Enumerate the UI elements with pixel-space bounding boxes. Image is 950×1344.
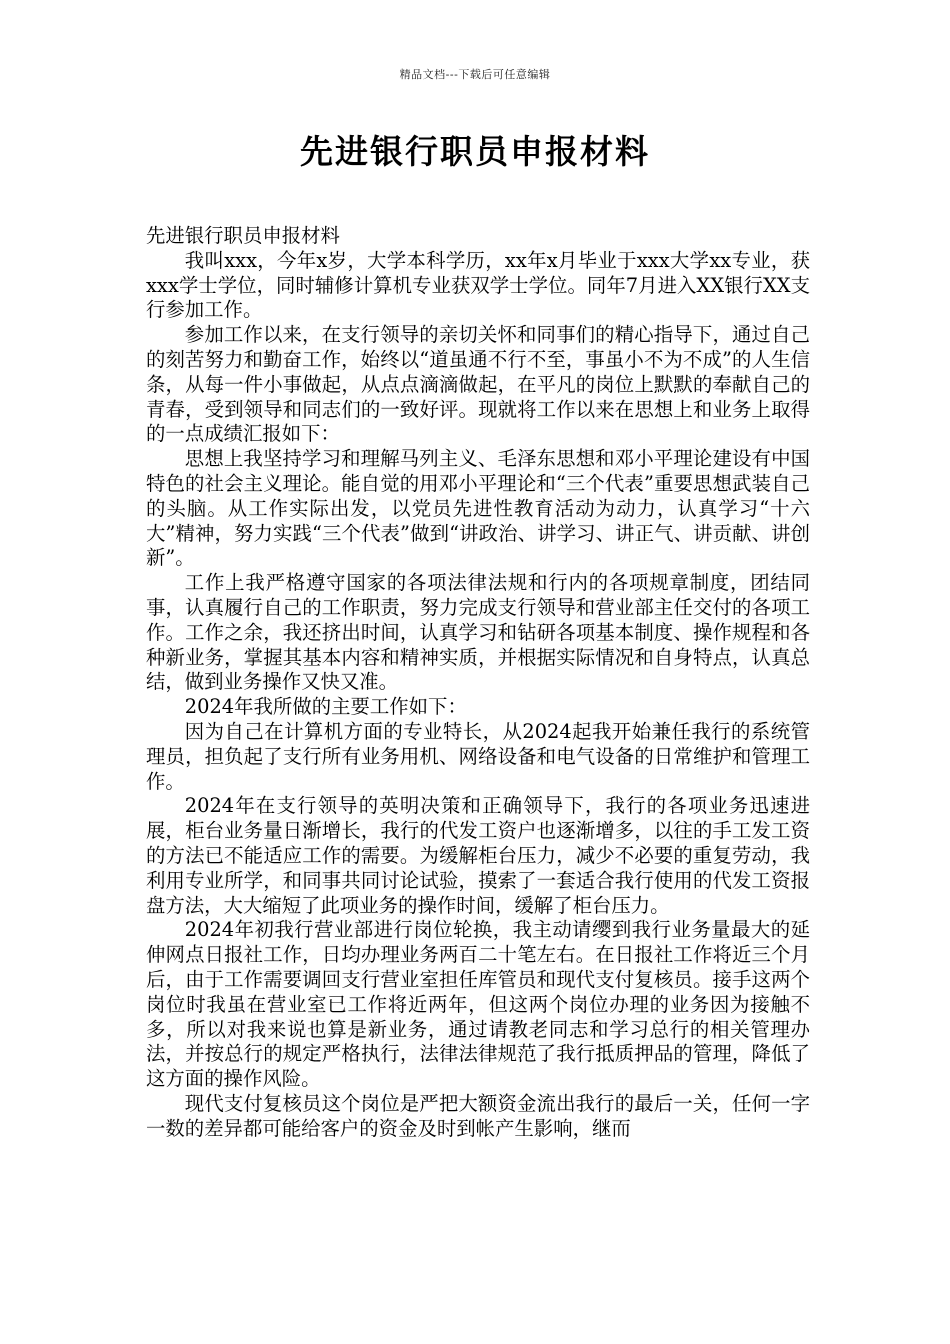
document-title: 先进银行职员申报材料 [300,132,650,171]
header-note: 精品文档---下载后可任意编辑 [399,68,551,81]
paragraph: 工作上我严格遵守国家的各项法律法规和行内的各项规章制度，团结同事，认真履行自己的工作职责，努力完成支行领导和营业部主任交付的各项工作。工作之余，我还挤出时间，认真学习和钻研各项基本制度、操作规程和各种新业务，掌握其基本内容和精神实质，并根据实际情况和自身特点，认真总结，做到业务操作又快又准。 [146,571,810,694]
paragraph: 思想上我坚持学习和理解马列主义、毛泽东思想和邓小平理论建设有中国特色的社会主义理论。能自觉的用邓小平理论和“三个代表”重要思想武装自己的头脑。从工作实际出发，以党员先进性教育活动为动力，认真学习“十六大”精神，努力实践“三个代表”做到“讲政治、讲学习、讲正气、讲贡献、讲创新”。 [146,447,810,570]
paragraph: 2024年初我行营业部进行岗位轮换，我主动请缨到我行业务量最大的延伸网点日报社工作，日均办理业务两百二十笔左右。在日报社工作将近三个月后，由于工作需要调回支行营业室担任库管员和现代支付复核员。接手这两个岗位时我虽在营业室已工作将近两年，但这两个岗位办理的业务因为接触不多，所以对我来说也算是新业务，通过请教老同志和学习总行的相关管理办法，并按总行的规定严格执行，法律法律规范了我行抵质押品的管理，降低了这方面的操作风险。 [146,918,810,1091]
paragraph: 2024年我所做的主要工作如下： [184,695,467,719]
document-subtitle: 先进银行职员申报材料 [146,224,340,247]
paragraph: 2024年在支行领导的英明决策和正确领导下，我行的各项业务迅速进展，柜台业务量日渐增长，我行的代发工资户也逐渐增多，以往的手工发工资的方法已不能适应工作的需要。为缓解柜台压力，减少不必要的重复劳动，我利用专业所学，和同事共同讨论试验，摸索了一套适合我行使用的代发工资报盘方法，大大缩短了此项业务的操作时间，缓解了柜台压力。 [146,794,810,917]
paragraph: 因为自己在计算机方面的专业特长，从2024起我开始兼任我行的系统管理员，担负起了支行所有业务用机、网络设备和电气设备的日常维护和管理工作。 [146,719,810,793]
paragraph: 我叫xxx，今年x岁，大学本科学历，xx年x月毕业于xxx大学xx专业，获xxx学士学位，同时辅修计算机专业获双学士学位。同年7月进入XX银行XX支行参加工作。 [146,248,810,322]
paragraph: 参加工作以来，在支行领导的亲切关怀和同事们的精心指导下，通过自己的刻苦努力和勤奋工作，始终以“道虽通不行不至，事虽小不为不成”的人生信条，从每一件小事做起，从点点滴滴做起，在平凡的岗位上默默的奉献自己的青春，受到领导和同志们的一致好评。现就将工作以来在思想上和业务上取得的一点成绩汇报如下： [146,323,810,446]
paragraph: 现代支付复核员这个岗位是严把大额资金流出我行的最后一关，任何一字一数的差异都可能给客户的资金及时到帐产生影响，继而 [146,1091,810,1140]
document-body [146,224,810,1141]
